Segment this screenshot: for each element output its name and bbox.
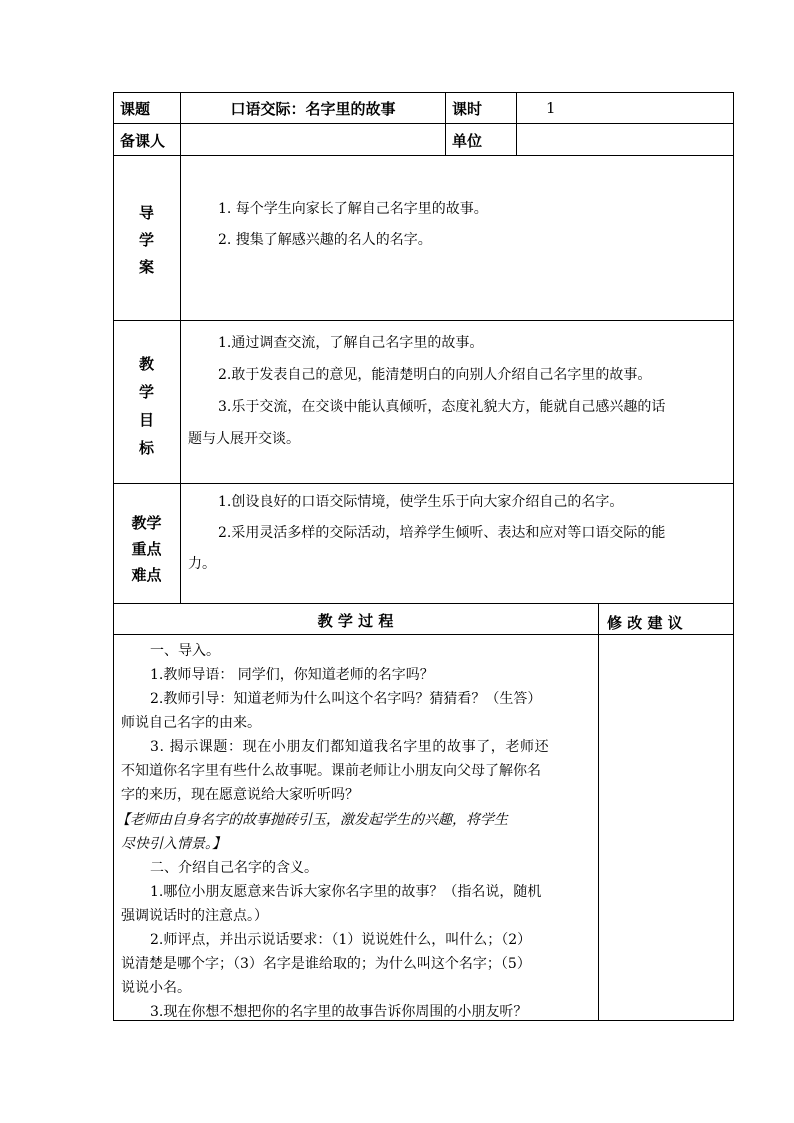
process-line: 字的来历，现在愿意说给大家听听吗？ [121,787,359,803]
process-line: 师说自己名字的由来。 [121,715,261,731]
process-line: 二、介绍自己名字的含义。 [150,860,318,876]
preparer-label: 备课人 [120,132,166,150]
process-line: 说说小名。 [121,980,191,996]
goal-line: 题与人展开交谈。 [188,431,300,447]
topic-value: 口语交际：名字里的故事 [230,100,396,118]
keypoint-line: 力。 [188,556,216,572]
keypoint-line: 1.创设良好的口语交际情境，使学生乐于向大家介绍自己的名字。 [218,494,624,510]
keypoint-line: 2.采用灵活多样的交际活动，培养学生倾听、表达和应对等口语交际的能 [218,525,666,541]
process-line: 2.教师引导：知道老师为什么叫这个名字吗？猜猜看？（生答） [150,691,542,707]
suggestions-header: 修 改 建 议 [607,614,683,632]
unit-label: 单位 [452,132,483,150]
goal-line: 3.乐于交流，在交谈中能认真倾听，态度礼貌大方，能就自己感兴趣的话 [218,399,666,415]
process-line: 2.师评点，并出示说话要求：（1）说说姓什么，叫什么；（2） [150,932,532,948]
goal-line: 2.敢于发表自己的意见，能清楚明白的向别人介绍自己名字里的故事。 [218,367,652,383]
period-value: 1 [546,99,556,117]
period-label: 课时 [452,100,483,118]
goal-line: 1.通过调查交流，了解自己名字里的故事。 [218,335,484,351]
guide-item-2: 2. 搜集了解感兴趣的名人的名字。 [218,232,432,248]
process-line: 1.哪位小朋友愿意来告诉大家你名字里的故事？（指名说，随机 [150,884,542,900]
topic-label: 课题 [120,100,151,118]
process-line: 一、导入。 [150,643,220,659]
process-note: 【老师由自身名字的故事抛砖引玉，激发起学生的兴趣，将学生 [116,812,508,828]
keypoints-label: 教学 重点 难点 [131,514,162,584]
process-line: 不知道你名字里有些什么故事呢。课前老师让小朋友向父母了解你名 [121,763,541,779]
process-line: 1.教师导语： 同学们，你知道老师的名字吗？ [150,667,434,683]
guide-label: 导 学 案 [138,204,154,276]
process-header: 教 学 过 程 [317,612,394,630]
guide-item-1: 1. 每个学生向家长了解自己名字里的故事。 [218,201,488,217]
process-line: 说清楚是哪个字；（3）名字是谁给取的；为什么叫这个名字；（5） [121,956,531,972]
goals-label: 教 学 目 标 [138,355,154,457]
process-note: 尽快引入情景。】 [121,836,226,852]
process-line: 3. 揭示课题：现在小朋友们都知道我名字里的故事了，老师还 [150,739,550,755]
process-line: 强调说话时的注意点。） [121,908,268,924]
process-line: 3.现在你想不想把你的名字里的故事告诉你周围的小朋友听？ [150,1004,528,1020]
